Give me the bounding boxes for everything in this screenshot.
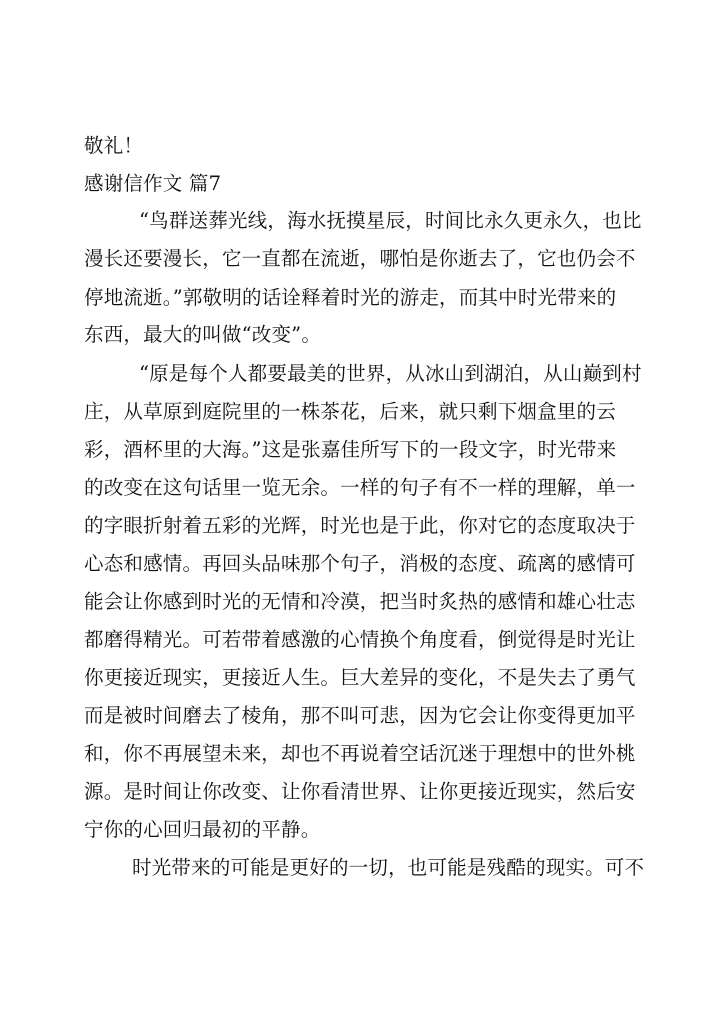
paragraph-line: 时光带来的可能是更好的一切，也可能是残酷的现实。可不 xyxy=(132,856,645,879)
paragraph-line: 庄，从草原到庭院里的一株茶花，后来，就只剩下烟盒里的云 xyxy=(84,400,616,423)
paragraph-line: “鸟群送葬光线，海水抚摸星辰，时间比永久更永久，也比 xyxy=(139,209,642,232)
paragraph-line: 而是被时间磨去了棱角，那不叫可悲，因为它会让你变得更加平 xyxy=(84,704,636,727)
paragraph-line: 心态和感情。再回头品味那个句子，消极的态度、疏离的感情可 xyxy=(84,552,636,575)
paragraph-line: 停地流逝。”郭敬明的话诠释着时光的游走，而其中时光带来的 xyxy=(84,286,617,309)
paragraph-line: 都磨得精光。可若带着感激的心情换个角度看，倒觉得是时光让 xyxy=(84,628,636,651)
paragraph-line: 彩，酒杯里的大海。”这是张嘉佳所写下的一段文字，时光带来 xyxy=(84,438,617,461)
section-title: 感谢信作文 篇7 xyxy=(84,172,222,195)
paragraph-line: 宁你的心回归最初的平静。 xyxy=(84,818,321,841)
paragraph-line: 的字眼折射着五彩的光辉，时光也是于此，你对它的态度取决于 xyxy=(84,514,636,537)
paragraph-line: 你更接近现实，更接近人生。巨大差异的变化，不是失去了勇气 xyxy=(84,666,636,689)
closing-salutation: 敬礼！ xyxy=(84,134,144,157)
paragraph-line: 漫长还要漫长，它一直都在流逝，哪怕是你逝去了，它也仍会不 xyxy=(84,247,636,270)
paragraph-line: 和，你不再展望未来，却也不再说着空话沉迷于理想中的世外桃 xyxy=(84,742,636,765)
paragraph-line: 源。是时间让你改变、让你看清世界、让你更接近现实，然后安 xyxy=(84,780,636,803)
paragraph-line: 的改变在这句话里一览无余。一样的句子有不一样的理解，单一 xyxy=(84,476,636,499)
paragraph-line: 东西，最大的叫做“改变”。 xyxy=(84,323,322,346)
paragraph-line: 能会让你感到时光的无情和冷漠，把当时炙热的感情和雄心壮志 xyxy=(84,590,636,613)
paragraph-line: “原是每个人都要最美的世界，从冰山到湖泊，从山巅到村 xyxy=(139,362,642,385)
